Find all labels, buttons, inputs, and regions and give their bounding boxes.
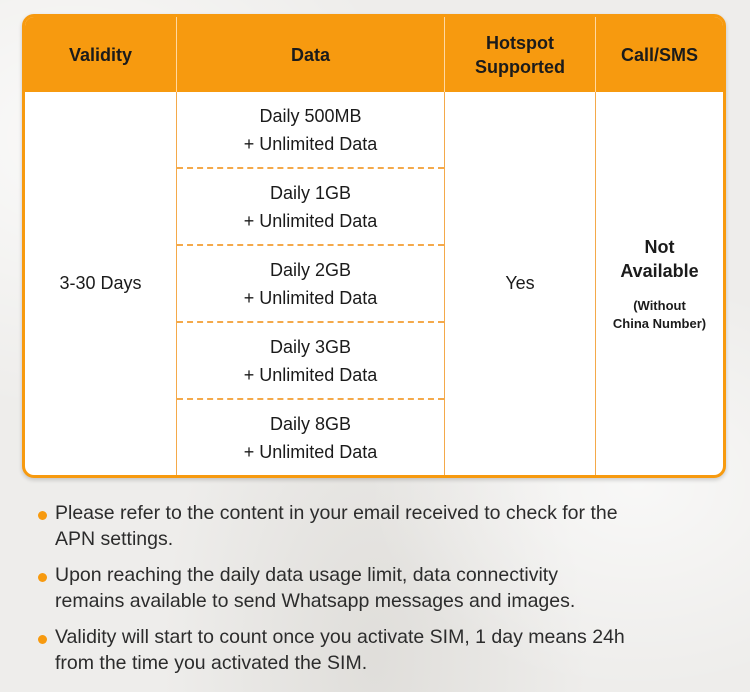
note-line: Please refer to the content in your email received to check for the xyxy=(55,502,618,524)
note-line: Upon reaching the daily data usage limit, data connectivity xyxy=(55,564,558,586)
data-extra: + Unlimited Data xyxy=(243,133,378,154)
header-hotspot-line2: Supported xyxy=(475,56,565,77)
data-amount: Daily 8GB xyxy=(269,413,352,434)
callsms-note-line1: (Without xyxy=(633,297,686,313)
data-amount: Daily 2GB xyxy=(269,259,352,280)
data-amount: Daily 500MB xyxy=(259,105,362,126)
note-text xyxy=(55,500,618,552)
data-column xyxy=(177,92,445,475)
note-text xyxy=(55,562,575,614)
table-body xyxy=(25,92,723,475)
note-item xyxy=(38,624,718,676)
data-cell xyxy=(177,167,444,244)
validity-cell: 3-30 Days xyxy=(25,92,177,475)
bullet-icon xyxy=(38,511,47,520)
header-validity: Validity xyxy=(25,17,177,92)
data-extra: + Unlimited Data xyxy=(243,364,378,385)
note-line: Validity will start to count once you activate SIM, 1 day means 24h xyxy=(55,626,625,648)
data-cell xyxy=(177,321,444,398)
data-cell xyxy=(177,398,444,475)
note-line: remains available to send Whatsapp messages and images. xyxy=(55,590,576,612)
data-extra: + Unlimited Data xyxy=(243,210,378,231)
callsms-main xyxy=(620,235,698,283)
data-extra: + Unlimited Data xyxy=(243,287,378,308)
header-data: Data xyxy=(177,17,445,92)
callsms-main-line2: Available xyxy=(620,260,699,281)
callsms-cell xyxy=(596,92,723,475)
note-text xyxy=(55,624,625,676)
note-item xyxy=(38,562,718,614)
table-header xyxy=(25,17,723,92)
note-line: from the time you activated the SIM. xyxy=(55,652,368,674)
data-amount: Daily 3GB xyxy=(269,336,352,357)
data-extra: + Unlimited Data xyxy=(243,441,378,462)
data-amount: Daily 1GB xyxy=(269,182,352,203)
callsms-main-line1: Not xyxy=(644,236,675,257)
data-cell xyxy=(177,92,444,167)
header-hotspot-line1: Hotspot xyxy=(486,32,554,53)
data-cell xyxy=(177,244,444,321)
bullet-icon xyxy=(38,573,47,582)
bullet-icon xyxy=(38,635,47,644)
callsms-note-line2: China Number) xyxy=(612,315,707,331)
hotspot-cell: Yes xyxy=(445,92,596,475)
note-line: APN settings. xyxy=(55,528,174,550)
callsms-note xyxy=(613,297,706,333)
plan-table xyxy=(22,14,726,478)
header-hotspot xyxy=(445,17,596,92)
note-item xyxy=(38,500,718,552)
header-callsms: Call/SMS xyxy=(620,44,699,65)
notes-list xyxy=(38,500,718,686)
